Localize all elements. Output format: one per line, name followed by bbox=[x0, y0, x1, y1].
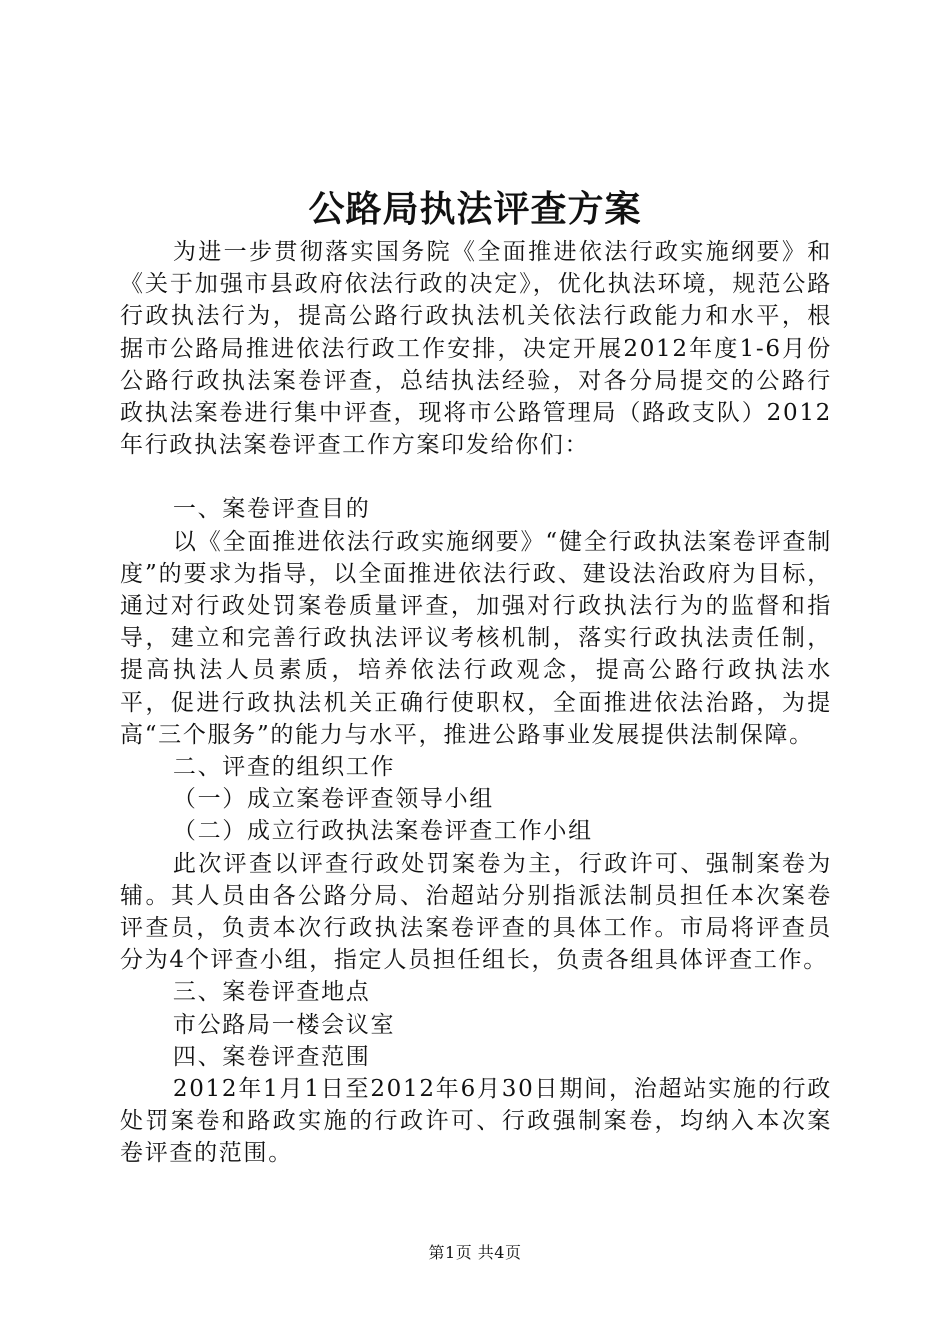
page-number-footer: 第1页 共4页 bbox=[428, 1243, 522, 1262]
intro-paragraph: 为进一步贯彻落实国务院《全面推进依法行政实施纲要》和《关于加强市县政府依法行政的决定》，优化执法环境，规范公路行政执法行为，提高公路行政执法机关依法行政能力和水平，根据市公路局推进依法行政工作安排，决定开展2012年度1-6月份公路行政执法案卷评查，总结执法经验，对各分局提交的公路行政执法案卷进行集中评查，现将市公路管理局（路政支队）2012年行政执法案卷评查工作方案印发给你们： bbox=[120, 239, 832, 459]
working-group-paragraph: 此次评查以评查行政处罚案卷为主，行政许可、强制案卷为辅。其人员由各公路分局、治超站分别指派法制员担任本次案卷评查员，负责本次行政执法案卷评查的具体工作。市局将评查员分为4个评查小组，指定人员担任组长，负责各组具体评查工作。 bbox=[120, 850, 832, 974]
document-title: 公路局执法评查方案 bbox=[308, 188, 642, 230]
purpose-paragraph: 以《全面推进依法行政实施纲要》“健全行政执法案卷评查制度”的要求为指导，以全面推进依法行政、建设法治政府为目标，通过对行政处罚案卷质量评查，加强对行政执法行为的监督和指导，建立和完善行政执法评议考核机制，落实行政执法责任制，提高执法人员素质，培养依法行政观念，提高公路行政执法水平，促进行政执法机关正确行使职权，全面推进依法治路，为提高“三个服务”的能力与水平，推进公路事业发展提供法制保障。 bbox=[120, 528, 832, 748]
section-heading-scope: 四、案卷评查范围 bbox=[172, 1043, 371, 1070]
section-heading-purpose: 一、案卷评查目的 bbox=[172, 496, 371, 523]
section-heading-location: 三、案卷评查地点 bbox=[172, 979, 371, 1006]
subsection-leadership-group: （一）成立案卷评查领导小组 bbox=[172, 786, 494, 813]
location-paragraph: 市公路局一楼会议室 bbox=[172, 1011, 396, 1038]
document-body bbox=[120, 236, 832, 1170]
section-heading-organization: 二、评查的组织工作 bbox=[172, 754, 396, 781]
scope-paragraph: 2012年1月1日至2012年6月30日期间，治超站实施的行政处罚案卷和路政实施的行政许可、行政强制案卷，均纳入本次案卷评查的范围。 bbox=[120, 1076, 832, 1167]
subsection-working-group: （二）成立行政执法案卷评查工作小组 bbox=[172, 818, 593, 845]
